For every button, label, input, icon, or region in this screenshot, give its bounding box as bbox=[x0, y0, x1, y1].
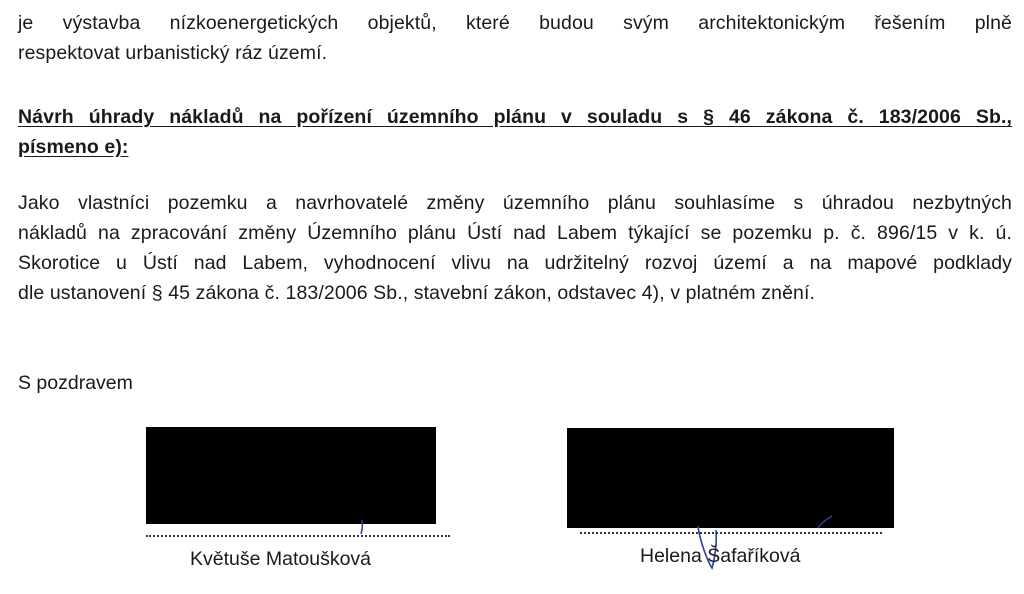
body-paragraph bbox=[18, 188, 1012, 308]
signature-line-right bbox=[580, 532, 882, 534]
intro-line-1: je výstavba nízkoenergetických objektů, které budou svým architektonickým řešením plně bbox=[18, 12, 1012, 34]
body-line-4: dle ustanovení § 45 zákona č. 183/2006 Sb., stavební zákon, odstavec 4), v platném znění. bbox=[18, 282, 815, 304]
body-line-3: Skorotice u Ústí nad Labem, vyhodnocení vlivu na udržitelný rozvoj území a na mapové podklady bbox=[18, 252, 1012, 274]
signature-redaction-right bbox=[567, 428, 894, 528]
body-line-2: nákladů na zpracování změny Územního plánu Ústí nad Labem týkající se pozemku p. č. 896/15 v k. ú. bbox=[18, 222, 1012, 244]
intro-line-2: respektovat urbanistický ráz území. bbox=[18, 42, 328, 64]
heading-line-2: písmeno e): bbox=[18, 136, 129, 158]
closing-greeting: S pozdravem bbox=[18, 372, 133, 394]
signature-line-left bbox=[146, 535, 450, 537]
signature-redaction-left bbox=[146, 427, 436, 524]
intro-paragraph bbox=[18, 8, 1012, 68]
heading-line-1: Návrh úhrady nákladů na pořízení územního plánu v souladu s § 46 zákona č. 183/2006 Sb., bbox=[18, 106, 1012, 128]
signatory-name-left: Květuše Matoušková bbox=[190, 548, 372, 570]
section-heading bbox=[18, 102, 1012, 162]
signatory-name-right: Helena Šafaříková bbox=[640, 545, 801, 567]
body-line-1: Jako vlastníci pozemku a navrhovatelé změny územního plánu souhlasíme s úhradou nezbytných bbox=[18, 192, 1012, 214]
